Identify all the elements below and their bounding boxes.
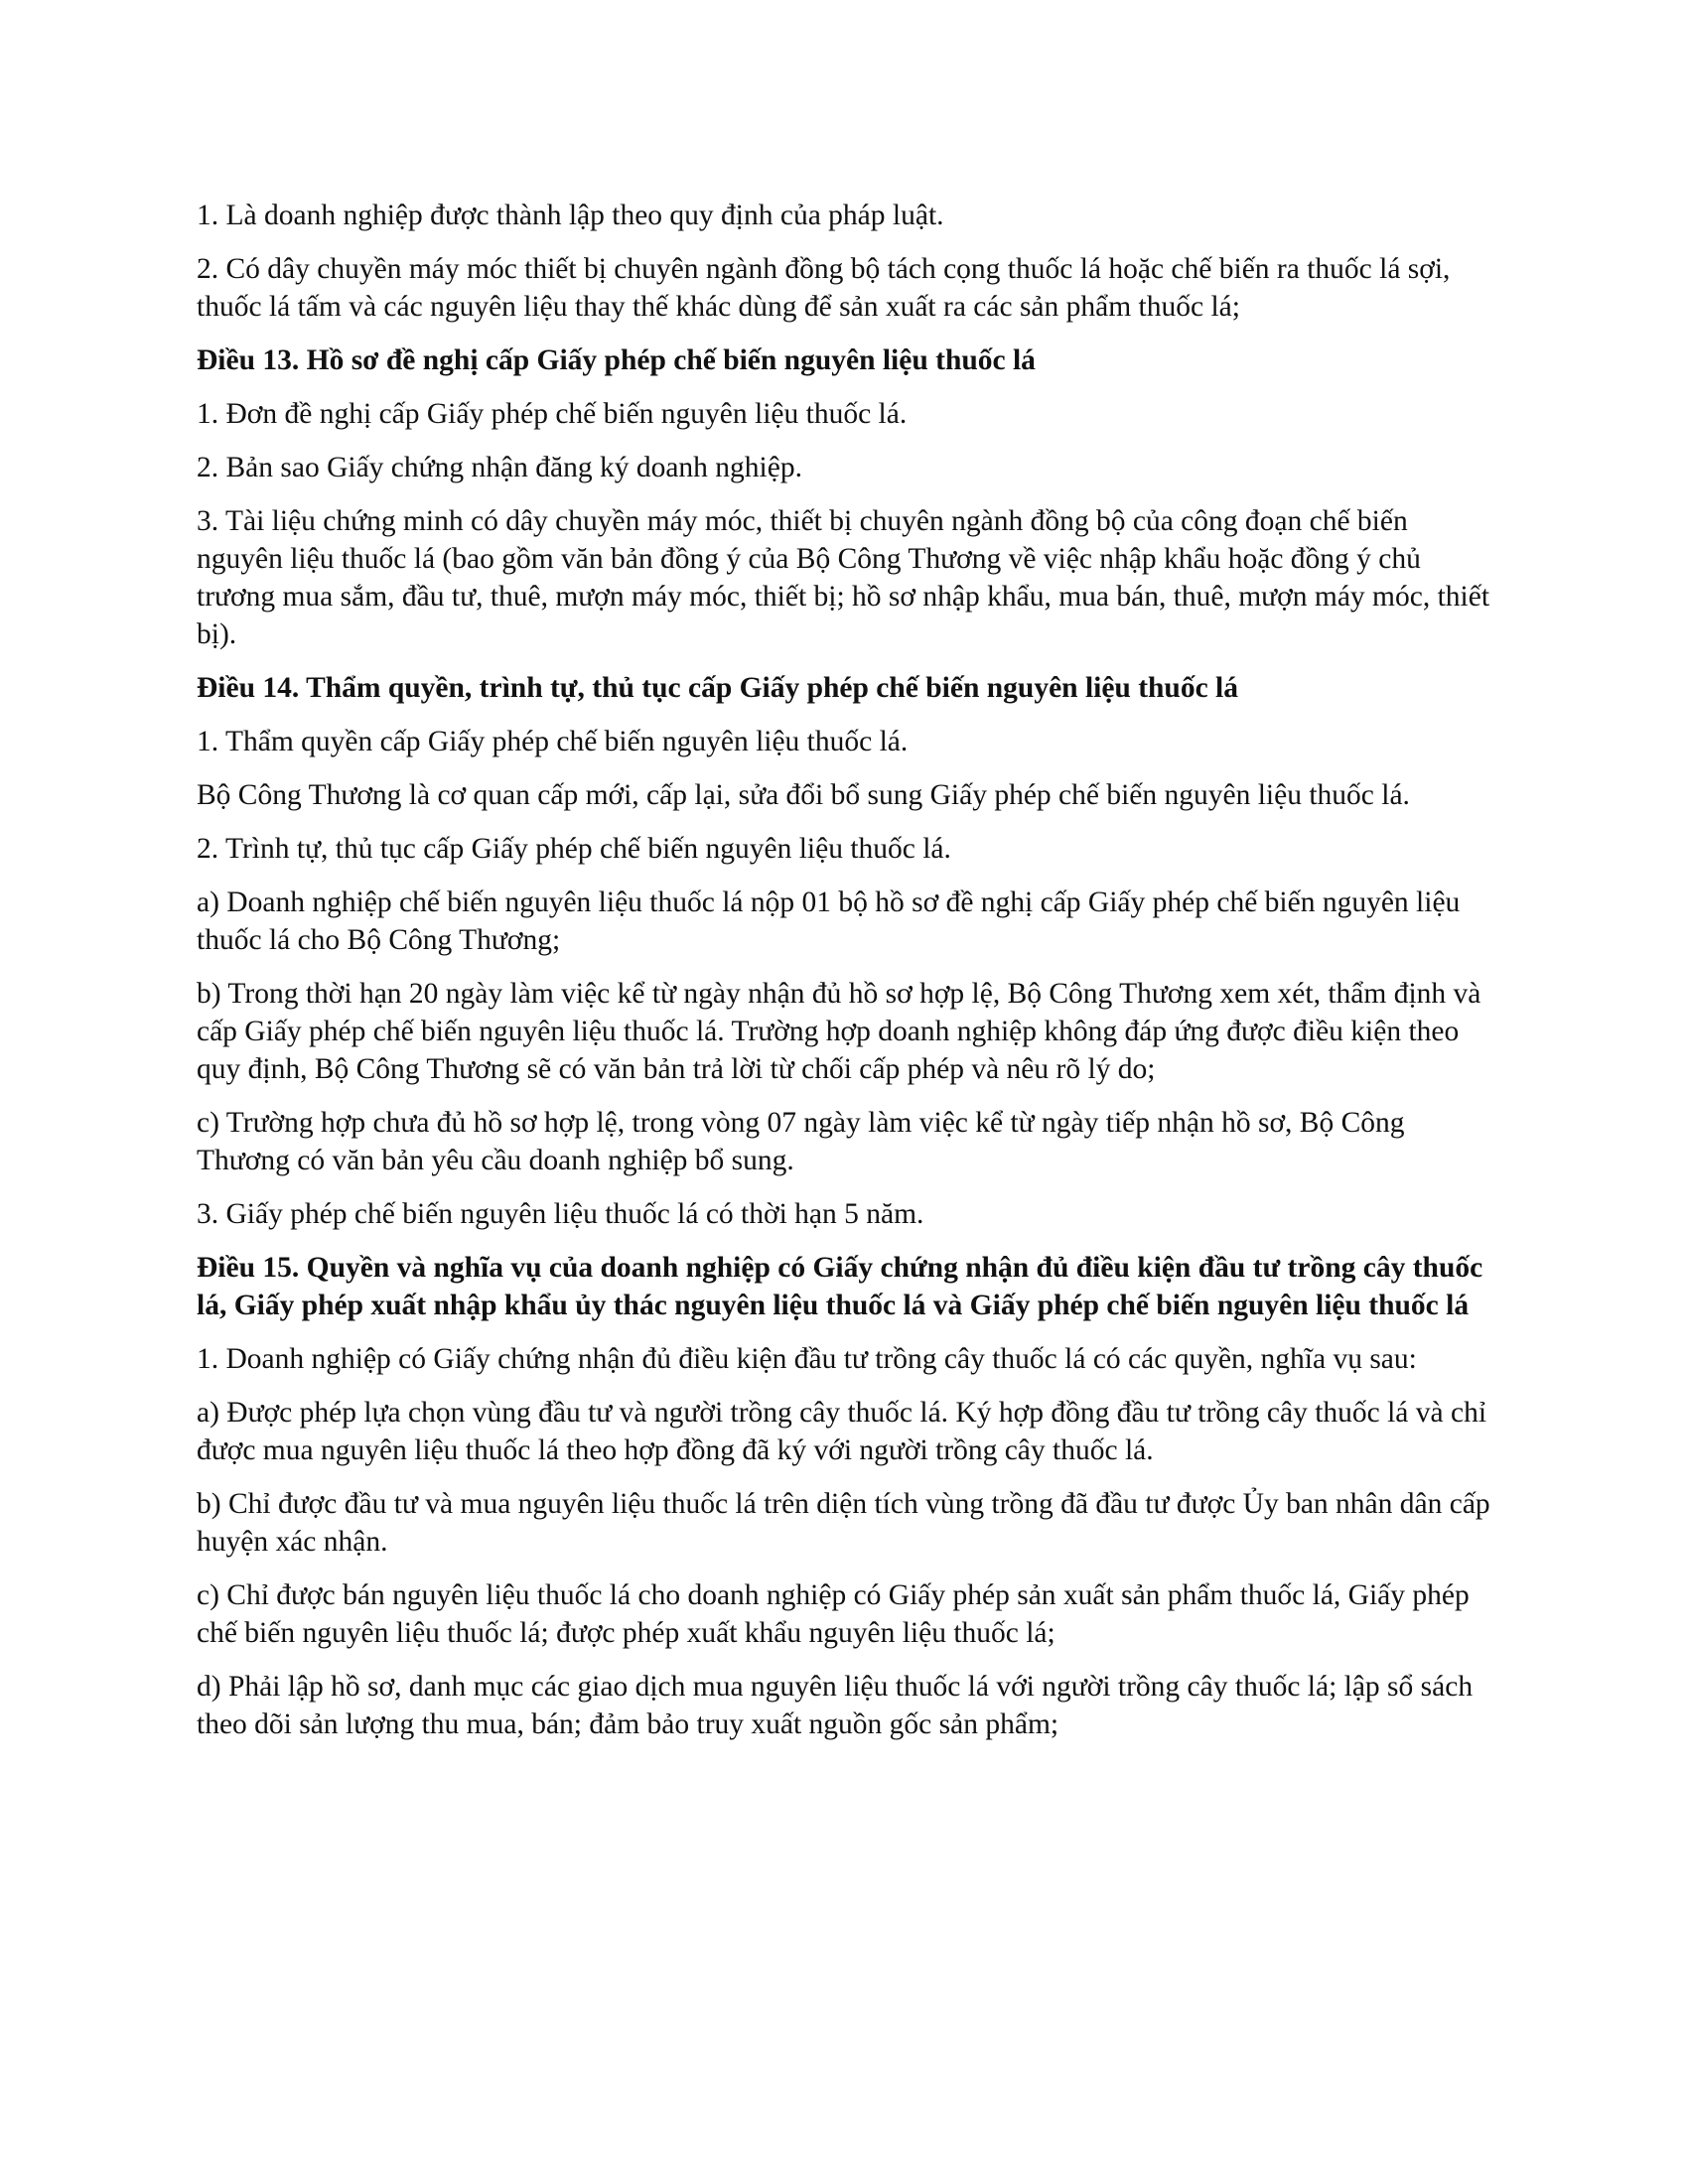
article-heading: Điều 14. Thẩm quyền, trình tự, thủ tục cấp Giấy phép chế biến nguyên liệu thuốc lá (197, 672, 1239, 704)
paragraph: c) Chỉ được bán nguyên liệu thuốc lá cho doanh nghiệp có Giấy phép sản xuất sản phẩm thuốc lá, Giấy phép chế biến nguyên liệu thuốc lá; được phép xuất khẩu nguyên liệu thuốc lá; (197, 1579, 1470, 1649)
paragraph: 2. Có dây chuyền máy móc thiết bị chuyên ngành đồng bộ tách cọng thuốc lá hoặc chế biến ra thuốc lá sợi, thuốc lá tấm và các nguyên liệu thay thế khác dùng để sản xuất ra các sản phẩm thuốc lá; (197, 253, 1451, 323)
article-heading: Điều 13. Hồ sơ đề nghị cấp Giấy phép chế biến nguyên liệu thuốc lá (197, 344, 1036, 376)
document-page (197, 197, 1497, 1759)
paragraph: b) Trong thời hạn 20 ngày làm việc kể từ ngày nhận đủ hồ sơ hợp lệ, Bộ Công Thương xem xét, thẩm định và cấp Giấy phép chế biến nguyên liệu thuốc lá. Trường hợp doanh nghiệp không đáp ứng được điều kiện theo quy định, Bộ Công Thương sẽ có văn bản trả lời từ chối cấp phép và nêu rõ lý do; (197, 978, 1481, 1085)
article-heading: Điều 15. Quyền và nghĩa vụ của doanh nghiệp có Giấy chứng nhận đủ điều kiện đầu tư trồng cây thuốc lá, Giấy phép xuất nhập khẩu ủy thác nguyên liệu thuốc lá và Giấy phép chế biến nguyên liệu thuốc lá (197, 1252, 1483, 1321)
paragraph: a) Được phép lựa chọn vùng đầu tư và người trồng cây thuốc lá. Ký hợp đồng đầu tư trồng cây thuốc lá và chỉ được mua nguyên liệu thuốc lá theo hợp đồng đã ký với người trồng cây thuốc lá. (197, 1397, 1487, 1466)
paragraph: c) Trường hợp chưa đủ hồ sơ hợp lệ, trong vòng 07 ngày làm việc kể từ ngày tiếp nhận hồ sơ, Bộ Công Thương có văn bản yêu cầu doanh nghiệp bổ sung. (197, 1107, 1405, 1176)
paragraph: 1. Đơn đề nghị cấp Giấy phép chế biến nguyên liệu thuốc lá. (197, 398, 908, 430)
paragraph: a) Doanh nghiệp chế biến nguyên liệu thuốc lá nộp 01 bộ hồ sơ đề nghị cấp Giấy phép chế biến nguyên liệu thuốc lá cho Bộ Công Thương; (197, 887, 1461, 956)
paragraph: 2. Trình tự, thủ tục cấp Giấy phép chế biến nguyên liệu thuốc lá. (197, 833, 951, 865)
paragraph: 1. Là doanh nghiệp được thành lập theo quy định của pháp luật. (197, 200, 944, 231)
paragraph: 1. Doanh nghiệp có Giấy chứng nhận đủ điều kiện đầu tư trồng cây thuốc lá có các quyền, nghĩa vụ sau: (197, 1343, 1417, 1375)
paragraph: Bộ Công Thương là cơ quan cấp mới, cấp lại, sửa đổi bổ sung Giấy phép chế biến nguyên liệu thuốc lá. (197, 779, 1410, 811)
paragraph: b) Chỉ được đầu tư và mua nguyên liệu thuốc lá trên diện tích vùng trồng đã đầu tư được Ủy ban nhân dân cấp huyện xác nhận. (197, 1488, 1490, 1558)
paragraph: 3. Giấy phép chế biến nguyên liệu thuốc lá có thời hạn 5 năm. (197, 1198, 924, 1230)
paragraph: d) Phải lập hồ sơ, danh mục các giao dịch mua nguyên liệu thuốc lá với người trồng cây thuốc lá; lập sổ sách theo dõi sản lượng thu mua, bán; đảm bảo truy xuất nguồn gốc sản phẩm; (197, 1671, 1474, 1740)
paragraph: 2. Bản sao Giấy chứng nhận đăng ký doanh nghiệp. (197, 452, 802, 483)
paragraph: 1. Thẩm quyền cấp Giấy phép chế biến nguyên liệu thuốc lá. (197, 726, 909, 757)
paragraph: 3. Tài liệu chứng minh có dây chuyền máy móc, thiết bị chuyên ngành đồng bộ của công đoạn chế biến nguyên liệu thuốc lá (bao gồm văn bản đồng ý của Bộ Công Thương về việc nhập khẩu hoặc đồng ý chủ trương mua sắm, đầu tư, thuê, mượn máy móc, thiết bị; hồ sơ nhập khẩu, mua bán, thuê, mượn máy móc, thiết bị). (197, 505, 1490, 650)
